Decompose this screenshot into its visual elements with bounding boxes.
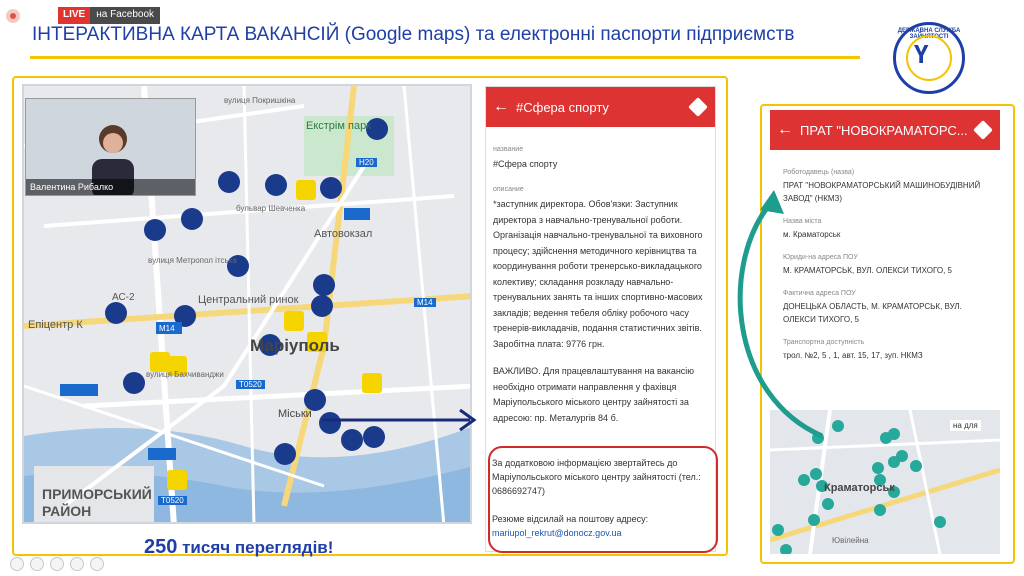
views-number: 250 (144, 536, 178, 558)
accessibility-marker[interactable] (296, 180, 316, 200)
zoom-icon[interactable] (70, 557, 84, 571)
company-map-marker[interactable] (798, 474, 810, 486)
map-label-misky: Міськи (278, 408, 312, 420)
company-map-marker[interactable] (808, 514, 820, 526)
map-marker[interactable] (313, 274, 335, 296)
company-map-marker[interactable] (874, 504, 886, 516)
employment-service-logo (893, 22, 965, 94)
pen-tool-icon[interactable] (30, 557, 44, 571)
company-map-marker[interactable] (872, 462, 884, 474)
logo-ring (906, 35, 952, 81)
platform-label: на Facebook (90, 7, 160, 24)
pointer-arrow-navy (320, 404, 480, 434)
map-marker[interactable] (181, 208, 203, 230)
map-label-market: Центральний ринок (198, 294, 299, 306)
employer-label: Роботодавець (назва) (783, 169, 855, 176)
map-label-park: Екстрім парк (306, 120, 371, 132)
accessibility-marker[interactable] (284, 311, 304, 331)
speaker-name: Валентина Рибалко (26, 179, 195, 195)
live-label: LIVE (58, 7, 90, 24)
accessibility-marker[interactable] (362, 373, 382, 393)
map-label-district: ПРИМОРСЬКИЙ РАЙОН (42, 486, 152, 519)
views-text: тисяч переглядів! (177, 538, 334, 557)
street-label-shevchenka: бульвар Шевченка (236, 204, 306, 213)
pointer-arrow-teal (730, 186, 840, 446)
logo-lettering: ДЕРЖАВНА СЛУЖБА ЗАЙНЯТОСТІ (897, 28, 961, 40)
important-notice: ВАЖЛИВО. Для працевлаштування на вакансію необхідно отримати направлення у фахівця Маріупольського міського центру зайнятості за адресою: пр. Металургів 84 б. (493, 366, 695, 423)
actual-address-value: ДОНЕЦЬКА ОБЛАСТЬ, М. КРАМАТОРСЬК, ВУЛ. ОЛЕКСИ ТИХОГО, 5 (783, 302, 962, 324)
transport-value: трол. №2, 5 , 1, авт. 15, 17, зуп. НКМЗ (783, 351, 923, 360)
company-map-marker[interactable] (896, 450, 908, 462)
city-value: м. Краматорськ (783, 230, 841, 239)
map-label-bus-station: Автовокзал (314, 228, 373, 240)
contact-info-block (492, 456, 712, 540)
description-label: описание (493, 186, 524, 193)
pointer-tool-icon[interactable] (10, 557, 24, 571)
legal-address-label: Юриди-на адреса ПОУ (783, 254, 858, 261)
jubilee-label: Ювілейна (832, 536, 869, 545)
map-marker[interactable] (274, 443, 296, 465)
record-icon[interactable] (6, 9, 20, 23)
directions-icon[interactable] (973, 120, 993, 140)
company-panel-header (770, 110, 1000, 150)
description-value: *заступник директора. Обов'язки: Заступник директора з навчально-тренувальної роботи. Організація навчально-тренувальної та виховного процесу; здійснення методичного керівництва та координування роботи тренерсько-викладацького колективу; складання розкладу навчально-тренувальних занять та інших спортивно-масових закладів; ведення тебеля обліку робочого часу тренерів-викладачів, подання статистичних звітів. Заробітна плата: 9776 грн. (493, 199, 703, 349)
email-link[interactable]: mariupol_rekrut@donocz.gov.ua (492, 528, 622, 538)
road-label-m14b: M14 (414, 298, 436, 307)
presentation-toolbar (0, 552, 160, 576)
map-marker[interactable] (144, 219, 166, 241)
vacancy-panel-header (486, 87, 715, 127)
map-marker[interactable] (105, 302, 127, 324)
logo-y-icon: Ү (914, 39, 929, 69)
resume-text: Резюме відсилай на поштову адресу: (492, 514, 649, 524)
name-value: #Сфера спорту (493, 159, 558, 169)
map-marker[interactable] (320, 177, 342, 199)
company-map-marker[interactable] (822, 498, 834, 510)
kramatorsk-label: Краматорськ (824, 482, 895, 494)
live-badge (58, 7, 160, 24)
map-label-epicentr: Епіцентр К (28, 319, 83, 331)
actual-address-label: Фактична адреса ПОУ (783, 290, 856, 297)
back-arrow-icon[interactable]: ← (777, 121, 793, 138)
directions-icon[interactable] (688, 97, 708, 117)
road-label-t0520b: T0520 (158, 496, 187, 505)
road-label-m14: M14 (156, 324, 178, 333)
more-options-icon[interactable] (90, 557, 104, 571)
city-label: Назва міста (783, 218, 822, 225)
company-map-marker[interactable] (888, 428, 900, 440)
vacancy-panel-title: #Сфера спорту (516, 99, 609, 115)
company-panel-title: ПРАТ "НОВОКРАМАТОРС... (800, 122, 968, 138)
map-marker[interactable] (265, 174, 287, 196)
street-label-metropolytska: вулиця Метропол ітська (148, 256, 237, 265)
company-map-marker[interactable] (934, 516, 946, 528)
back-arrow-icon[interactable]: ← (493, 98, 509, 115)
map-marker[interactable] (311, 295, 333, 317)
company-map-marker[interactable] (772, 524, 784, 536)
legal-address-value: М. КРАМАТОРСЬК, ВУЛ. ОЛЕКСИ ТИХОГО, 5 (783, 266, 952, 275)
speaker-webcam (25, 98, 196, 196)
transport-label: Транспортна доступність (783, 339, 865, 346)
contact-info: За додатковою інформацією звертайтесь до Маріупольського міського центру зайнятості (тел.: 0686692747) (492, 458, 701, 496)
name-label: название (493, 146, 524, 153)
slides-grid-icon[interactable] (50, 557, 64, 571)
road-label-t0520: T0520 (236, 380, 265, 389)
company-map-marker[interactable] (910, 460, 922, 472)
map-marker[interactable] (218, 171, 240, 193)
accessibility-marker[interactable] (167, 470, 187, 490)
views-banner (144, 536, 333, 559)
company-map-marker[interactable] (810, 468, 822, 480)
vacancy-panel-body (486, 127, 715, 436)
street-label-pokryshkina: вулиця Покришкіна (224, 96, 296, 105)
road-label-h20: H20 (356, 158, 377, 167)
cutoff-text: на для (950, 420, 981, 431)
map-marker[interactable] (123, 372, 145, 394)
street-label-bakhchyvandzhy: вулиця Бахчиванджи (146, 370, 224, 379)
employer-value: ПРАТ "НОВОКРАМАТОРСЬКИЙ МАШИНОБУДІВНИЙ ЗАВОД" (НКМЗ) (783, 181, 981, 203)
slide-title: ІНТЕРАКТИВНА КАРТА ВАКАНСІЙ (Google maps) та електронні паспорти підприємств (32, 24, 795, 45)
road-label-ac2: АС-2 (112, 292, 135, 303)
title-underline (30, 56, 860, 59)
map-label-city: Маріуполь (250, 336, 340, 355)
